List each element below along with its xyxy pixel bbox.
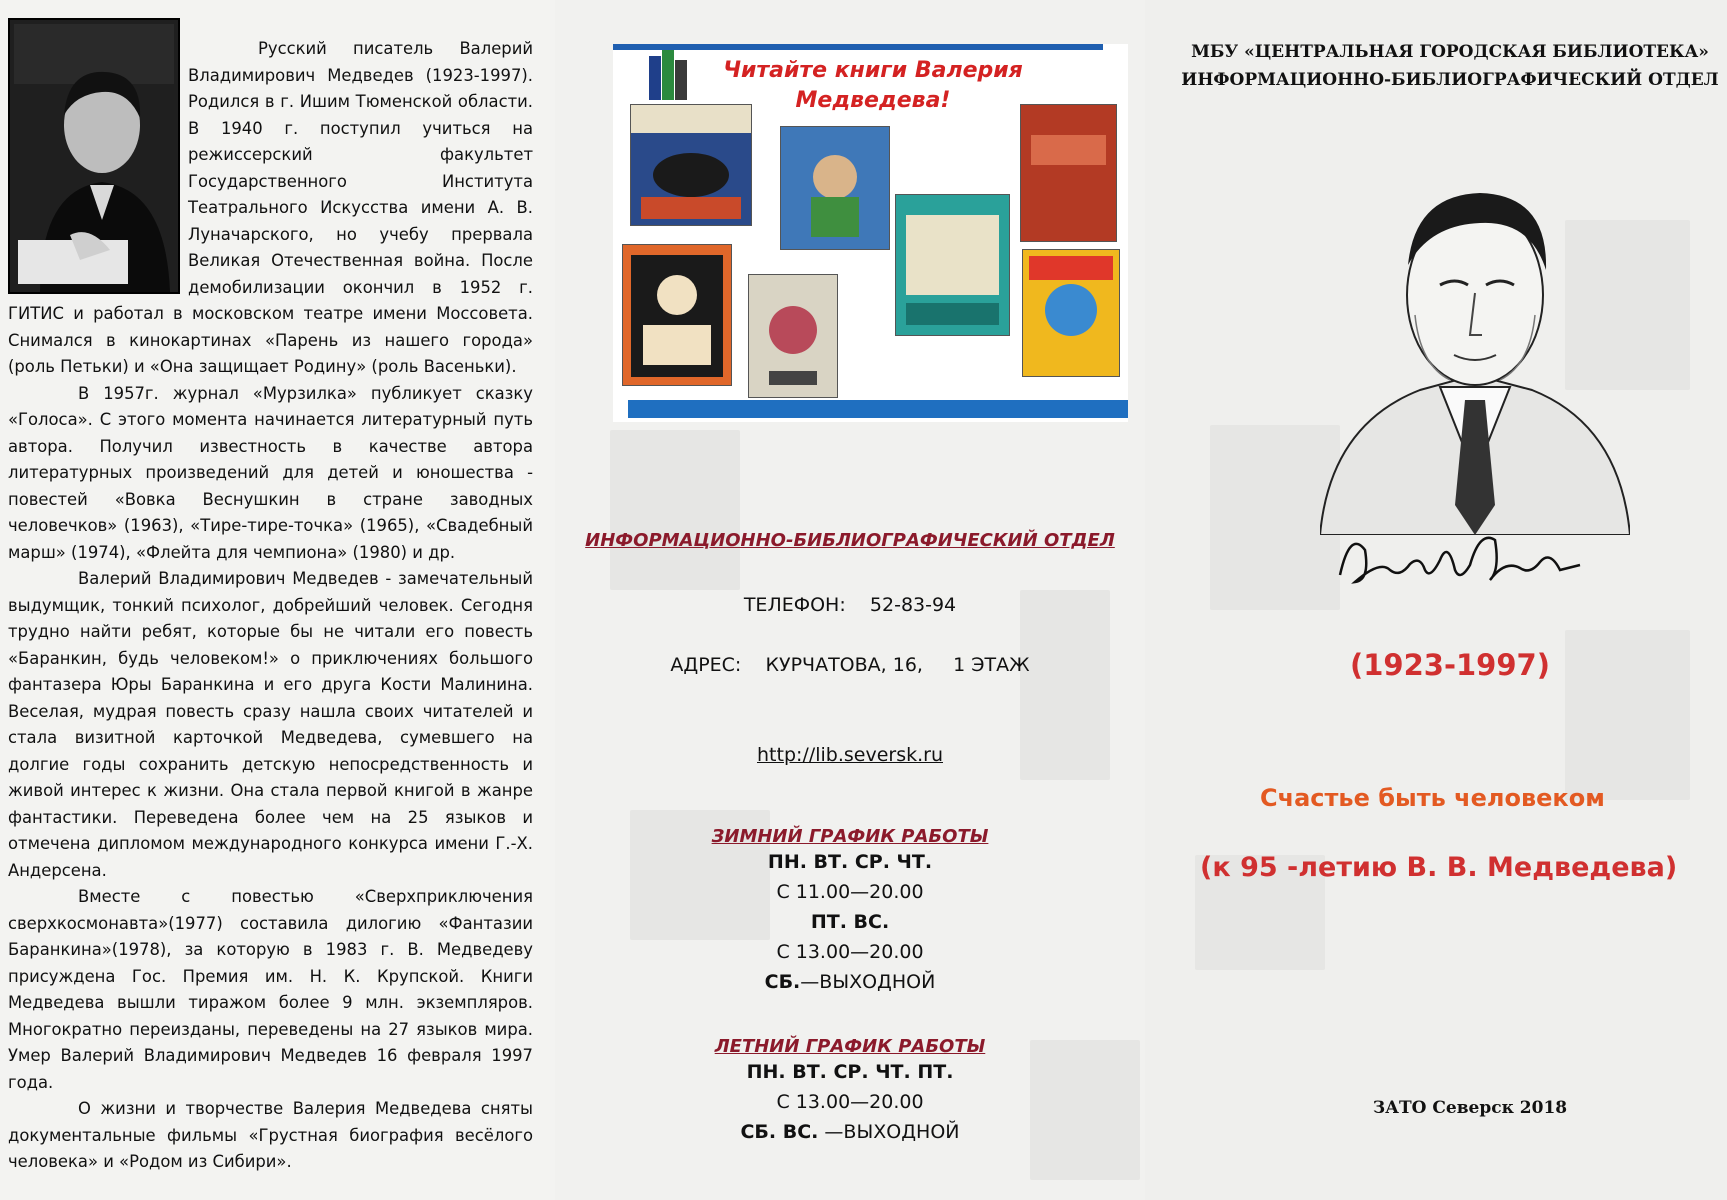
book-cover[interactable] [780, 126, 890, 250]
book-cover-art [1021, 105, 1116, 241]
book-cover[interactable] [630, 104, 752, 226]
bio-paragraph: О жизни и творчестве Валерия Медведева сняты документальные фильмы «Грустная биография весёлого человека» и «Родом из Сибири». [8, 1099, 533, 1171]
book-cover-art [896, 195, 1009, 335]
book-cover[interactable] [1020, 104, 1117, 242]
winter-off-label: СБ. [764, 971, 801, 993]
winter-hours-1: С 11.00—20.00 [776, 881, 924, 903]
photo-spacer [8, 36, 188, 290]
phone-number: 52-83-94 [869, 594, 957, 616]
book-cover[interactable] [1022, 249, 1120, 377]
phone-line [555, 594, 1145, 616]
books-stack-icon [647, 46, 689, 102]
winter-days-1: ПН. ВТ. СР. ЧТ. [767, 851, 933, 873]
dept-heading: ИНФОРМАЦИОННО-БИБЛИОГРАФИЧЕСКИЙ ОТДЕЛ [585, 530, 1115, 551]
book-cover-art [623, 245, 731, 385]
phone-label: ТЕЛЕФОН: [743, 594, 846, 616]
book-cover-art [1023, 250, 1119, 376]
author-portrait-drawing [1320, 175, 1630, 535]
summer-schedule-title: ЛЕТНИЙ ГРАФИК РАБОТЫ [714, 1036, 986, 1057]
summer-off-label: СБ. ВС. [740, 1121, 819, 1143]
booklet-title: Счастье быть человеком [1260, 784, 1605, 812]
winter-off-text: —ВЫХОДНОЙ [800, 971, 936, 993]
bio-paragraph: Вместе с повестью «Сверхприключения сверхкосмонавта»(1977) составила дилогию «Фантазии Баранкина»(1978), за которую в 1983 г. В. Медведеву присуждена Гос. Премия им. Н. К. Крупской. Книги Медведева вышли тиражом более 9 млн. экземпляров. Многократно переизданы, переведены на 27 языков мира. Умер Валерий Владимирович Медведев 16 февраля 1997 года. [8, 887, 533, 1092]
org-name: МБУ «ЦЕНТРАЛЬНАЯ ГОРОДСКАЯ БИБЛИОТЕКА» [1191, 42, 1709, 62]
organization-header [1180, 38, 1720, 94]
anniversary-subtitle: (к 95 -летию В. В. Медведева) [1200, 852, 1678, 883]
winter-schedule-title: ЗИМНИЙ ГРАФИК РАБОТЫ [711, 826, 989, 847]
life-years: (1923-1997) [1350, 648, 1550, 682]
promo-bottom-bar [628, 400, 1128, 418]
summer-days-1: ПН. ВТ. СР. ЧТ. ПТ. [746, 1061, 954, 1083]
address-floor: 1 ЭТАЖ [953, 654, 1030, 676]
books-promo [613, 44, 1128, 422]
address-street: КУРЧАТОВА, 16, [765, 654, 923, 676]
book-cover[interactable] [748, 274, 838, 398]
book-cover-art [749, 275, 837, 397]
summer-off-text: —ВЫХОДНОЙ [818, 1121, 960, 1143]
publication-place-year: ЗАТО Северск 2018 [1372, 1098, 1568, 1118]
book-cover[interactable] [895, 194, 1010, 336]
summer-schedule [555, 1036, 1145, 1147]
summer-hours-1: С 13.00—20.00 [776, 1091, 924, 1113]
ghost-image [610, 430, 740, 590]
summer-day-off [555, 1117, 1145, 1147]
ghost-image [1565, 630, 1690, 800]
address-label: АДРЕС: [670, 654, 742, 676]
website-link[interactable]: http://lib.seversk.ru [757, 744, 943, 766]
bio-paragraph: Валерий Владимирович Медведев - замечательный выдумщик, тонкий психолог, добрейший человек. Сегодня трудно найти ребят, которые бы не читали его повесть «Баранкин, будь человеком!» о приключениях большого фантазера Юры Баранкина и его друга Кости Малинина. Веселая, мудрая повесть сразу нашла своих читателей и стала визитной карточкой Медведева, сумевшего на долгие годы сохранить детскую непосредственность и живой интерес к жизни. Она стала первой книгой в жанре фантастики. Переведена более чем на 25 языков и отмечена дипломом международного конкурса имени Г.-Х. Андерсена. [8, 569, 533, 880]
book-cover[interactable] [622, 244, 732, 386]
bio-paragraph: Русский писатель Валерий Владимирович Медведев (1923-1997). Родился в г. Ишим Тюменской области. В 1940 г. поступил учиться на режиссерский факультет Государственного Института Театрального Искусства имени А. В. Луначарского, но учебу прервала Великая Отечественная война. После демобилизации окончил в 1952 г. ГИТИС и работал в московском театре имени Моссовета. Снимался в кинокартинах «Парень из нашего города» (роль Петьки) и «Она защищает Родину» (роль Васеньки). [8, 39, 533, 376]
bio-paragraph: В 1957г. журнал «Мурзилка» публикует сказку «Голоса». С этого момента начинается литературный путь автора. Получил известность в качестве автора литературных произведений для детей и юношества - повестей «Вовка Веснушкин в стране заводных человечков» (1963), «Тире-тире-точка» (1965), «Свадебный марш» (1974), «Флейта для чемпиона» (1980) и др. [8, 383, 533, 562]
winter-hours-2: С 13.00—20.00 [776, 941, 924, 963]
promo-title: Читайте книги Валерия Медведева! [723, 58, 1023, 113]
author-signature [1330, 520, 1590, 600]
winter-days-2: ПТ. ВС. [810, 911, 890, 933]
book-cover-art [631, 105, 751, 225]
winter-day-off [555, 967, 1145, 997]
winter-schedule [555, 826, 1145, 997]
book-cover-art [781, 127, 889, 249]
biography [8, 36, 533, 1176]
address-line [555, 654, 1145, 676]
org-department: ИНФОРМАЦИОННО-БИБЛИОГРАФИЧЕСКИЙ ОТДЕЛ [1181, 70, 1719, 90]
